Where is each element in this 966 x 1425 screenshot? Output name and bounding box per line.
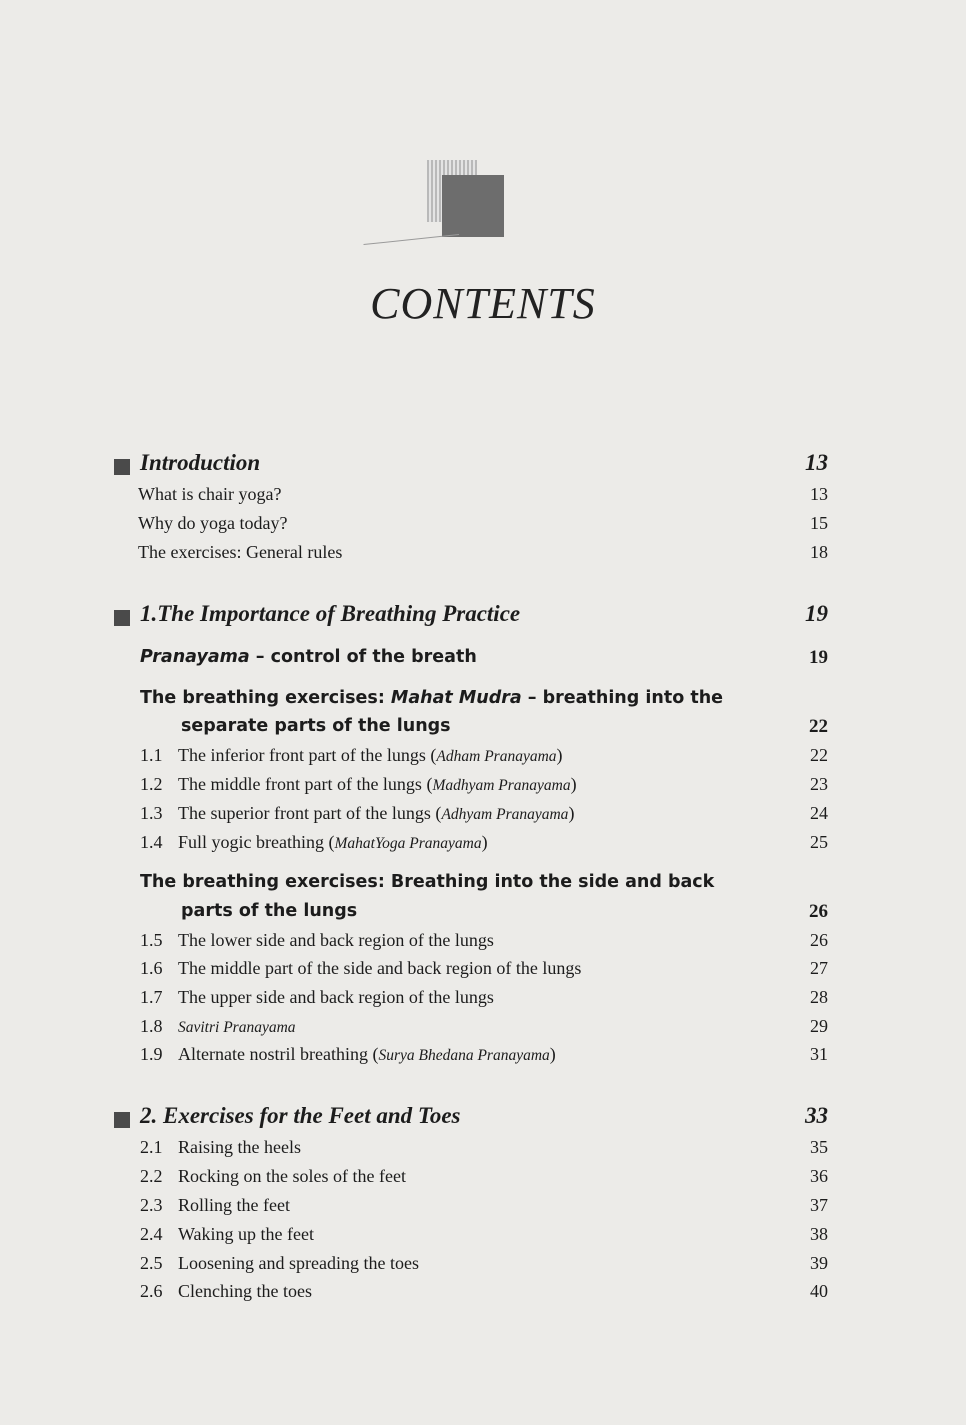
toc-entry-page: 31	[810, 1044, 828, 1064]
toc-entry-page: 24	[810, 803, 828, 823]
toc-entry-page: 18	[810, 542, 828, 562]
toc-entry-number: 1.5	[140, 930, 163, 950]
toc-section-chapter-1[interactable]	[0, 601, 966, 633]
section-title: 2. Exercises for the Feet and Toes	[140, 1103, 461, 1128]
section-page: 33	[805, 1103, 828, 1128]
section-bullet	[114, 1112, 130, 1128]
subheading-label-cont: parts of the lungs	[181, 901, 358, 921]
toc-entry-label: Clenching the toes	[178, 1281, 312, 1301]
logo-line	[363, 234, 459, 245]
toc-entry-label: The inferior front part of the lungs (Adham Pranayama)	[178, 745, 563, 765]
toc-entry-number: 1.7	[140, 987, 163, 1007]
toc-entry-page: 38	[810, 1224, 828, 1244]
subheading-label: The breathing exercises: Mahat Mudra – breathing into the	[140, 688, 724, 708]
toc-entry-label: Why do yoga today?	[138, 513, 288, 533]
section-page: 13	[805, 450, 828, 475]
toc-entry-number: 1.3	[140, 803, 163, 823]
toc-entry-label: The middle part of the side and back region of the lungs	[178, 958, 582, 978]
toc-entry-label: Loosening and spreading the toes	[178, 1253, 419, 1273]
toc-entry-number: 2.1	[140, 1137, 163, 1157]
toc-entry-page: 25	[810, 832, 828, 852]
toc-entry-label: Savitri Pranayama	[178, 1019, 296, 1036]
toc-entry-page: 40	[810, 1281, 828, 1301]
toc-entry-label: Full yogic breathing (MahatYoga Pranayama)	[178, 832, 488, 852]
toc-entry-page: 35	[810, 1137, 828, 1157]
toc-entry-label: What is chair yoga?	[138, 484, 282, 504]
logo	[413, 160, 533, 240]
toc-entry-label: Alternate nostril breathing (Surya Bhedana Pranayama)	[178, 1044, 556, 1064]
toc-entry-page: 39	[810, 1253, 828, 1273]
toc-entry-page: 26	[810, 930, 828, 950]
toc-entry-number: 1.4	[140, 832, 163, 852]
toc-entry-label: The middle front part of the lungs (Madhyam Pranayama)	[178, 774, 577, 794]
section-page: 19	[805, 601, 828, 626]
toc-entry-number: 1.6	[140, 958, 163, 978]
toc-entry-number: 1.9	[140, 1044, 163, 1064]
section-title: Introduction	[140, 450, 261, 475]
toc-entry-label: Waking up the feet	[178, 1224, 315, 1244]
toc-section-introduction[interactable]	[0, 450, 966, 482]
toc-entry-label: The lower side and back region of the lungs	[178, 930, 494, 950]
toc-entry-page: 13	[810, 484, 828, 504]
toc-entry-page: 23	[810, 774, 828, 794]
logo-square	[442, 175, 504, 237]
toc-entry-page: 36	[810, 1166, 828, 1186]
section-bullet	[114, 459, 130, 475]
section-bullet	[114, 610, 130, 626]
toc-entry-label: Rocking on the soles of the feet	[178, 1166, 406, 1186]
toc-entry-number: 1.1	[140, 745, 163, 765]
toc-entry-number: 1.8	[140, 1016, 163, 1036]
toc-entry-page: 37	[810, 1195, 828, 1215]
toc-entry-label: Rolling the feet	[178, 1195, 290, 1215]
toc-entry-number: 2.6	[140, 1281, 163, 1301]
toc-entry-number: 2.5	[140, 1253, 163, 1273]
toc-entry-number: 2.3	[140, 1195, 163, 1215]
subheading-label: The breathing exercises: Breathing into the side and back	[140, 872, 715, 892]
toc-entry-label: Raising the heels	[178, 1137, 301, 1157]
toc-entry-page: 29	[810, 1016, 828, 1036]
subheading-page: 26	[809, 901, 828, 922]
subheading-page: 19	[809, 647, 828, 668]
toc-entry-label: The superior front part of the lungs (Adhyam Pranayama)	[178, 803, 575, 823]
toc-entry-label: The upper side and back region of the lungs	[178, 987, 494, 1007]
subheading-label-cont: separate parts of the lungs	[181, 716, 451, 736]
toc-entry-page: 28	[810, 987, 828, 1007]
toc-entry-label: The exercises: General rules	[138, 542, 343, 562]
toc-entry-page: 27	[810, 958, 828, 978]
toc-section-chapter-2[interactable]	[0, 1103, 966, 1135]
toc-entry-number: 1.2	[140, 774, 163, 794]
toc-entry-number: 2.2	[140, 1166, 163, 1186]
subheading-label: Pranayama – control of the breath	[140, 647, 477, 667]
page-title: CONTENTS	[370, 279, 596, 328]
toc-entry-page: 15	[810, 513, 828, 533]
section-title: 1.The Importance of Breathing Practice	[140, 601, 521, 626]
toc-entry-page: 22	[810, 745, 828, 765]
toc-entry-number: 2.4	[140, 1224, 163, 1244]
subheading-page: 22	[809, 716, 828, 737]
